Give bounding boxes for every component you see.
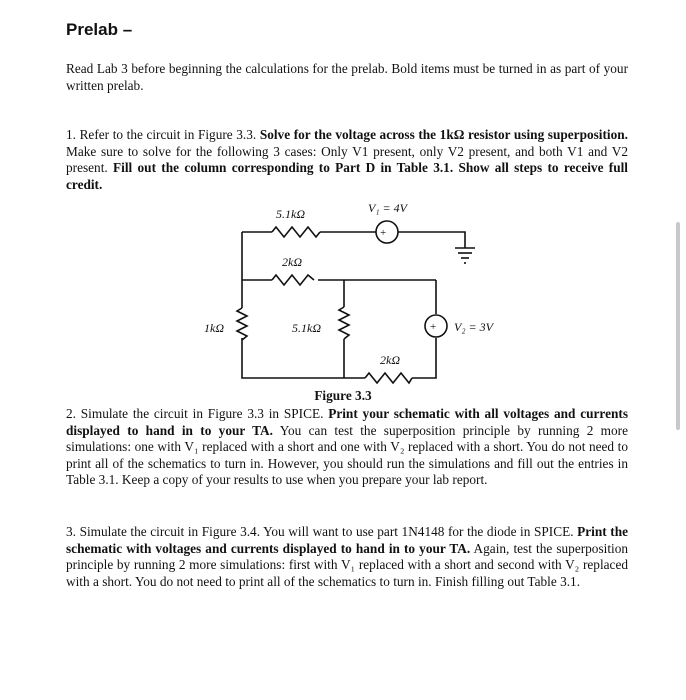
label-v2: V₂ = 3V: [454, 320, 493, 334]
q2-bold-1: Print your schematic with all voltages and currents displayed to hand in to your TA.: [66, 406, 628, 438]
q1-bold-1: Solve for the voltage across the 1kΩ resistor using superposition.: [259, 127, 628, 142]
circuit-wires: [242, 232, 465, 378]
label-r-left: 1kΩ: [204, 321, 225, 335]
question-3: [66, 524, 628, 590]
question-2: [66, 406, 628, 489]
page-title: Prelab –: [66, 20, 133, 39]
q3-rest: Again, test the superposition principle by running 2 more simulations: first with V₁ replaced with a short and second with V₂ replaced with a short. You do not need to print all of the schematics to turn in. Finish filling out Table 3.1.: [66, 540, 628, 589]
q3-bold-1: Print the schematic with voltages and currents displayed to hand in to your TA.: [66, 524, 629, 556]
label-r-center: 5.1kΩ: [292, 321, 322, 335]
label-r-mid: 2kΩ: [282, 255, 303, 269]
label-v1: V₁ = 4V: [368, 201, 407, 215]
resistor-bottom: [365, 373, 412, 383]
ground-icon: [455, 248, 475, 263]
label-r-bottom: 2kΩ: [380, 353, 401, 367]
q3-lead: 3. Simulate the circuit in Figure 3.4. You will want to use part 1N4148 for the diode in SPICE.: [66, 524, 578, 539]
resistor-middle: [272, 275, 314, 285]
q2-rest: You can test the superposition principle by running 2 more simulations: one with V₁ replaced with a short and one with V₂ replaced with a short. You do not need to print all of the schematics to turn in. However, you should run the simulations and fill out the entries in Table 3.1. Keep a copy of your results to use when you prepare your lab report.: [66, 422, 628, 487]
intro-paragraph: Read Lab 3 before beginning the calculations for the prelab. Bold items must be turned in as part of your written prelab.: [66, 61, 628, 93]
vertical-scrollbar[interactable]: [676, 222, 680, 430]
resistor-top: [272, 227, 320, 237]
question-1: [66, 127, 628, 193]
q1-bold-2: Fill out the column corresponding to Part D in Table 3.1. Show all steps to receive full credit.: [66, 160, 628, 192]
q2-lead: 2. Simulate the circuit in Figure 3.3 in SPICE.: [66, 406, 329, 421]
circuit-diagram: [190, 190, 530, 390]
q1-lead: 1. Refer to the circuit in Figure 3.3.: [66, 127, 260, 142]
label-r-top: 5.1kΩ: [276, 207, 306, 221]
v2-plus-sign: +: [430, 321, 437, 333]
v1-plus-sign: +: [380, 227, 387, 239]
resistor-center: [339, 307, 349, 339]
q1-mid: Make sure to solve for the following 3 cases: Only V1 present, only V2 present, and both V1 and V2 present.: [66, 143, 628, 175]
resistor-left: [237, 308, 247, 340]
figure-caption: Figure 3.3: [314, 388, 372, 403]
